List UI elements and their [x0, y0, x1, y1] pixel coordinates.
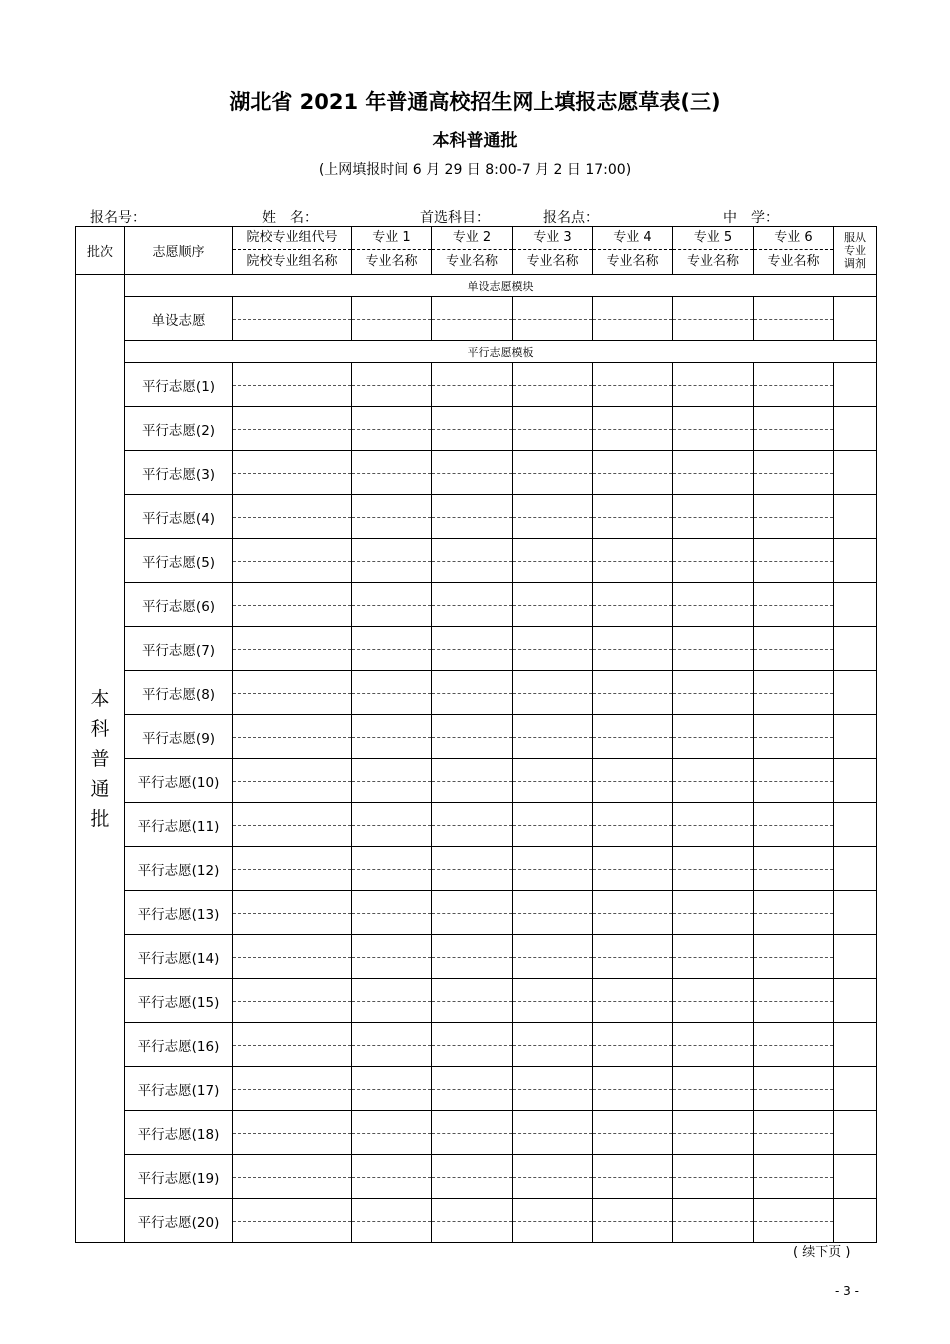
group-cell[interactable] [233, 759, 352, 803]
major-cell[interactable] [432, 935, 513, 979]
major-cell[interactable] [352, 759, 432, 803]
major-cell[interactable] [593, 1155, 673, 1199]
parallel-volunteer-row [76, 891, 877, 935]
parallel-volunteer-label: 平行志愿(18) [125, 1111, 233, 1155]
major-cell[interactable] [754, 759, 834, 803]
major-cell[interactable] [513, 363, 593, 407]
major-3-name-header: 专业名称 [513, 250, 593, 275]
batch-cell [76, 275, 125, 1243]
major-cell[interactable] [513, 759, 593, 803]
parallel-volunteer-row [76, 583, 877, 627]
major-cell[interactable] [352, 627, 432, 671]
major-cell[interactable] [352, 1199, 432, 1243]
parallel-volunteer-label: 平行志愿(19) [125, 1155, 233, 1199]
major-cell[interactable] [513, 451, 593, 495]
major-cell[interactable] [513, 935, 593, 979]
major-cell[interactable] [352, 539, 432, 583]
major-cell[interactable] [432, 451, 513, 495]
major-cell[interactable] [432, 407, 513, 451]
parallel-volunteer-row [76, 451, 877, 495]
major-cell[interactable] [673, 451, 754, 495]
major-cell[interactable] [673, 297, 754, 341]
major-cell[interactable] [593, 451, 673, 495]
reg-no-label: 报名号： [90, 210, 146, 226]
name-label: 姓 名： [262, 210, 318, 226]
continued-note: ( 续下页 ) [793, 1245, 851, 1260]
major-cell[interactable] [593, 1199, 673, 1243]
major-cell[interactable] [754, 1111, 834, 1155]
group-cell[interactable] [233, 1155, 352, 1199]
adjust-cell[interactable] [834, 451, 877, 495]
parallel-volunteer-row [76, 627, 877, 671]
major-cell[interactable] [673, 1199, 754, 1243]
single-module-row [76, 275, 877, 297]
major-cell[interactable] [593, 495, 673, 539]
major-cell[interactable] [513, 1199, 593, 1243]
major-cell[interactable] [432, 583, 513, 627]
group-cell[interactable] [233, 671, 352, 715]
page-title: 湖北省 2021 年普通高校招生网上填报志愿草表(三) [229, 90, 721, 114]
major-cell[interactable] [432, 803, 513, 847]
parallel-volunteer-row [76, 495, 877, 539]
major-cell[interactable] [593, 891, 673, 935]
group-code-header: 院校专业组代号 [233, 227, 352, 250]
parallel-volunteer-label: 平行志愿(9) [125, 715, 233, 759]
major-cell[interactable] [673, 407, 754, 451]
group-cell[interactable] [233, 583, 352, 627]
major-cell[interactable] [352, 979, 432, 1023]
adjust-cell[interactable] [834, 715, 877, 759]
parallel-volunteer-label: 平行志愿(4) [125, 495, 233, 539]
group-cell[interactable] [233, 363, 352, 407]
major-cell[interactable] [593, 847, 673, 891]
single-volunteer-row [76, 297, 877, 341]
group-cell[interactable] [233, 803, 352, 847]
parallel-volunteer-label: 平行志愿(3) [125, 451, 233, 495]
group-cell[interactable] [233, 407, 352, 451]
major-cell[interactable] [673, 935, 754, 979]
major-cell[interactable] [754, 583, 834, 627]
parallel-volunteer-row [76, 363, 877, 407]
major-cell[interactable] [513, 979, 593, 1023]
major-cell[interactable] [593, 297, 673, 341]
volunteer-form-table [75, 226, 877, 1243]
major-cell[interactable] [754, 1067, 834, 1111]
group-cell[interactable] [233, 451, 352, 495]
major-cell[interactable] [673, 803, 754, 847]
adjust-header-text: 服从专业调剂 [844, 231, 866, 270]
parallel-module-label: 平行志愿模板 [125, 341, 877, 363]
group-cell[interactable] [233, 979, 352, 1023]
major-cell[interactable] [754, 803, 834, 847]
major-cell[interactable] [673, 627, 754, 671]
group-cell[interactable] [233, 1067, 352, 1111]
major-cell[interactable] [593, 1111, 673, 1155]
parallel-volunteer-label: 平行志愿(1) [125, 363, 233, 407]
parallel-volunteer-label: 平行志愿(14) [125, 935, 233, 979]
major-cell[interactable] [352, 1111, 432, 1155]
first-subject-label: 首选科目： [420, 210, 490, 226]
major-cell[interactable] [593, 1067, 673, 1111]
major-cell[interactable] [432, 671, 513, 715]
adjust-cell[interactable] [834, 803, 877, 847]
major-4-header: 专业 4 [593, 227, 673, 250]
parallel-volunteer-row [76, 539, 877, 583]
adjust-cell[interactable] [834, 1023, 877, 1067]
major-cell[interactable] [513, 803, 593, 847]
parallel-volunteer-row [76, 759, 877, 803]
major-cell[interactable] [754, 539, 834, 583]
parallel-volunteer-row [76, 1111, 877, 1155]
major-cell[interactable] [673, 495, 754, 539]
adjust-cell[interactable] [834, 363, 877, 407]
adjust-cell[interactable] [834, 1067, 877, 1111]
adjust-cell[interactable] [834, 847, 877, 891]
major-cell[interactable] [352, 1155, 432, 1199]
major-cell[interactable] [754, 627, 834, 671]
major-cell[interactable] [673, 847, 754, 891]
major-cell[interactable] [673, 715, 754, 759]
major-cell[interactable] [673, 891, 754, 935]
adjust-cell[interactable] [834, 935, 877, 979]
major-cell[interactable] [593, 759, 673, 803]
adjust-cell[interactable] [834, 979, 877, 1023]
group-cell[interactable] [233, 539, 352, 583]
parallel-volunteer-row [76, 803, 877, 847]
major-3-header: 专业 3 [513, 227, 593, 250]
major-cell[interactable] [754, 847, 834, 891]
major-4-name-header: 专业名称 [593, 250, 673, 275]
major-cell[interactable] [513, 1111, 593, 1155]
major-cell[interactable] [673, 363, 754, 407]
parallel-volunteer-row [76, 671, 877, 715]
major-cell[interactable] [513, 1155, 593, 1199]
adjust-cell[interactable] [834, 671, 877, 715]
adjust-cell[interactable] [834, 583, 877, 627]
parallel-volunteer-row [76, 935, 877, 979]
major-2-name-header: 专业名称 [432, 250, 513, 275]
adjust-cell[interactable] [834, 539, 877, 583]
major-cell[interactable] [432, 1067, 513, 1111]
parallel-volunteer-label: 平行志愿(17) [125, 1067, 233, 1111]
group-cell[interactable] [233, 847, 352, 891]
major-5-name-header: 专业名称 [673, 250, 754, 275]
major-cell[interactable] [432, 847, 513, 891]
major-cell[interactable] [593, 627, 673, 671]
major-cell[interactable] [754, 1155, 834, 1199]
major-1-name-header: 专业名称 [352, 250, 432, 275]
group-cell[interactable] [233, 297, 352, 341]
major-cell[interactable] [352, 363, 432, 407]
major-cell[interactable] [432, 891, 513, 935]
major-cell[interactable] [754, 979, 834, 1023]
group-cell[interactable] [233, 495, 352, 539]
major-cell[interactable] [673, 1111, 754, 1155]
parallel-volunteer-label: 平行志愿(6) [125, 583, 233, 627]
adjust-cell[interactable] [834, 627, 877, 671]
parallel-volunteer-label: 平行志愿(8) [125, 671, 233, 715]
order-header: 志愿顺序 [125, 227, 233, 275]
header-row-top [76, 227, 877, 250]
parallel-volunteer-label: 平行志愿(15) [125, 979, 233, 1023]
batch-name: 本科普通批 [90, 687, 110, 830]
major-cell[interactable] [593, 1023, 673, 1067]
major-cell[interactable] [593, 363, 673, 407]
major-cell[interactable] [673, 1155, 754, 1199]
major-cell[interactable] [352, 297, 432, 341]
major-cell[interactable] [673, 1067, 754, 1111]
adjust-cell[interactable] [834, 495, 877, 539]
major-cell[interactable] [513, 891, 593, 935]
parallel-volunteer-label: 平行志愿(5) [125, 539, 233, 583]
group-cell[interactable] [233, 715, 352, 759]
major-cell[interactable] [432, 495, 513, 539]
major-cell[interactable] [432, 1199, 513, 1243]
batch-header: 批次 [76, 227, 125, 275]
major-cell[interactable] [754, 297, 834, 341]
parallel-volunteer-label: 平行志愿(11) [125, 803, 233, 847]
parallel-volunteer-label: 平行志愿(13) [125, 891, 233, 935]
single-volunteer-label: 单设志愿 [125, 297, 233, 341]
major-cell[interactable] [432, 759, 513, 803]
adjust-cell[interactable] [834, 407, 877, 451]
parallel-volunteer-label: 平行志愿(2) [125, 407, 233, 451]
parallel-volunteer-row [76, 1023, 877, 1067]
major-cell[interactable] [352, 1023, 432, 1067]
major-cell[interactable] [513, 583, 593, 627]
major-cell[interactable] [754, 407, 834, 451]
parallel-volunteer-label: 平行志愿(10) [125, 759, 233, 803]
major-cell[interactable] [432, 297, 513, 341]
major-cell[interactable] [352, 847, 432, 891]
adjust-cell[interactable] [834, 891, 877, 935]
major-cell[interactable] [352, 495, 432, 539]
major-cell[interactable] [513, 715, 593, 759]
major-cell[interactable] [513, 495, 593, 539]
major-cell[interactable] [513, 1067, 593, 1111]
major-cell[interactable] [754, 715, 834, 759]
group-cell[interactable] [233, 891, 352, 935]
major-cell[interactable] [352, 671, 432, 715]
major-cell[interactable] [513, 1023, 593, 1067]
major-cell[interactable] [593, 979, 673, 1023]
parallel-volunteer-row [76, 1155, 877, 1199]
major-cell[interactable] [754, 363, 834, 407]
major-6-name-header: 专业名称 [754, 250, 834, 275]
group-cell[interactable] [233, 935, 352, 979]
major-cell[interactable] [513, 539, 593, 583]
major-cell[interactable] [754, 891, 834, 935]
group-name-header: 院校专业组名称 [233, 250, 352, 275]
major-cell[interactable] [432, 627, 513, 671]
major-cell[interactable] [593, 583, 673, 627]
major-cell[interactable] [352, 451, 432, 495]
major-cell[interactable] [513, 407, 593, 451]
parallel-module-row [76, 341, 877, 363]
parallel-volunteer-row [76, 407, 877, 451]
major-cell[interactable] [754, 1199, 834, 1243]
parallel-volunteer-label: 平行志愿(7) [125, 627, 233, 671]
parallel-volunteer-row [76, 715, 877, 759]
major-cell[interactable] [673, 671, 754, 715]
page-subtitle: 本科普通批 [432, 131, 518, 151]
major-cell[interactable] [593, 803, 673, 847]
group-cell[interactable] [233, 1199, 352, 1243]
major-2-header: 专业 2 [432, 227, 513, 250]
major-cell[interactable] [513, 627, 593, 671]
major-cell[interactable] [352, 803, 432, 847]
major-cell[interactable] [754, 495, 834, 539]
major-cell[interactable] [593, 715, 673, 759]
major-cell[interactable] [352, 1067, 432, 1111]
reg-site-label: 报名点： [543, 210, 599, 226]
adjust-cell[interactable] [834, 297, 877, 341]
major-6-header: 专业 6 [754, 227, 834, 250]
major-cell[interactable] [352, 891, 432, 935]
major-cell[interactable] [513, 847, 593, 891]
parallel-volunteer-row [76, 979, 877, 1023]
parallel-volunteer-label: 平行志愿(12) [125, 847, 233, 891]
single-module-label: 单设志愿模块 [125, 275, 877, 297]
major-cell[interactable] [352, 715, 432, 759]
major-1-header: 专业 1 [352, 227, 432, 250]
major-cell[interactable] [513, 671, 593, 715]
major-cell[interactable] [593, 671, 673, 715]
major-5-header: 专业 5 [673, 227, 754, 250]
filing-time-note: (上网填报时间 6 月 29 日 8:00-7 月 2 日 17:00) [318, 162, 632, 178]
major-cell[interactable] [432, 1155, 513, 1199]
adjust-header [834, 227, 877, 275]
major-cell[interactable] [432, 715, 513, 759]
major-cell[interactable] [352, 935, 432, 979]
major-cell[interactable] [513, 297, 593, 341]
major-cell[interactable] [432, 979, 513, 1023]
school-label: 中 学： [723, 210, 779, 226]
major-cell[interactable] [673, 583, 754, 627]
major-cell[interactable] [673, 979, 754, 1023]
parallel-volunteer-row [76, 1067, 877, 1111]
adjust-cell[interactable] [834, 1111, 877, 1155]
major-cell[interactable] [432, 1023, 513, 1067]
major-cell[interactable] [754, 451, 834, 495]
major-cell[interactable] [352, 583, 432, 627]
adjust-cell[interactable] [834, 1155, 877, 1199]
page-number: - 3 - [835, 1284, 859, 1298]
parallel-volunteer-label: 平行志愿(20) [125, 1199, 233, 1243]
major-cell[interactable] [593, 407, 673, 451]
parallel-volunteer-row [76, 847, 877, 891]
major-cell[interactable] [432, 1111, 513, 1155]
major-cell[interactable] [432, 539, 513, 583]
group-cell[interactable] [233, 627, 352, 671]
major-cell[interactable] [754, 1023, 834, 1067]
major-cell[interactable] [673, 539, 754, 583]
group-cell[interactable] [233, 1023, 352, 1067]
major-cell[interactable] [673, 759, 754, 803]
major-cell[interactable] [754, 935, 834, 979]
adjust-cell[interactable] [834, 1199, 877, 1243]
major-cell[interactable] [432, 363, 513, 407]
parallel-volunteer-row [76, 1199, 877, 1243]
parallel-volunteer-label: 平行志愿(16) [125, 1023, 233, 1067]
major-cell[interactable] [754, 671, 834, 715]
major-cell[interactable] [593, 935, 673, 979]
major-cell[interactable] [593, 539, 673, 583]
group-cell[interactable] [233, 1111, 352, 1155]
major-cell[interactable] [352, 407, 432, 451]
major-cell[interactable] [673, 1023, 754, 1067]
adjust-cell[interactable] [834, 759, 877, 803]
